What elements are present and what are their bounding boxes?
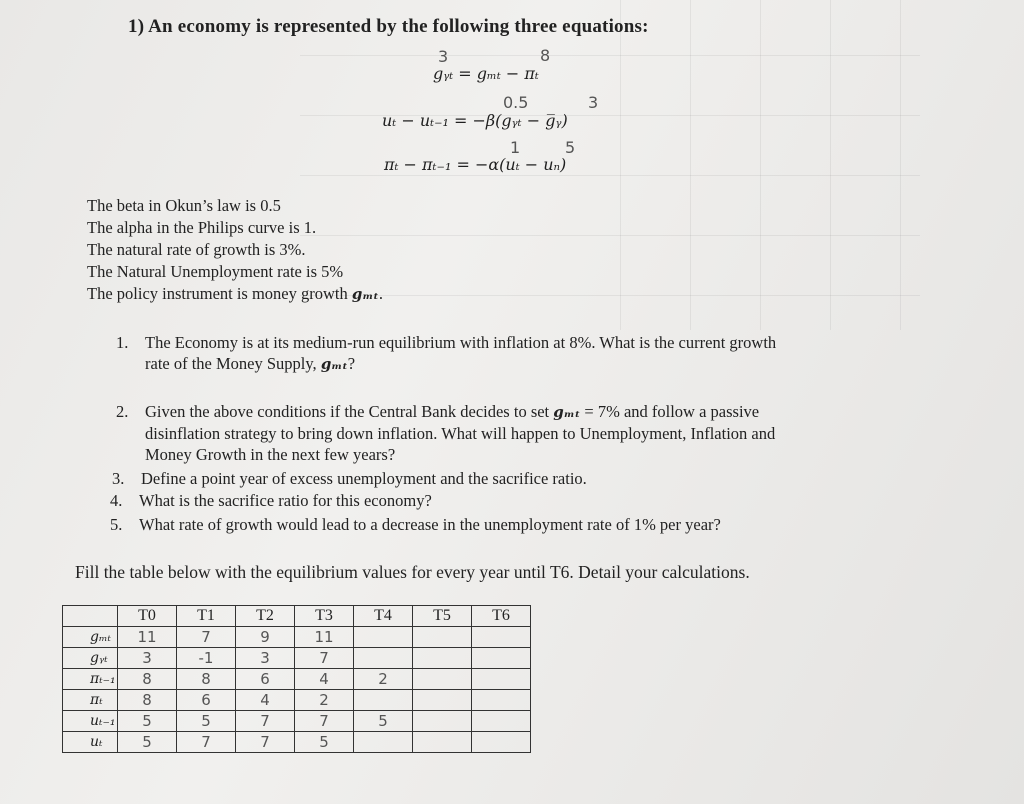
table-cell[interactable] — [472, 648, 531, 669]
table-row — [63, 690, 531, 711]
table-cell[interactable] — [472, 627, 531, 648]
question-5: 5. What rate of growth would lead to a decrease in the unemployment rate of 1% per year? — [110, 515, 721, 534]
table-cell[interactable]: 7 — [236, 711, 295, 732]
param-natural-growth: The natural rate of growth is 3%. — [87, 240, 306, 259]
table-cell[interactable]: 4 — [295, 669, 354, 690]
table-cell[interactable]: 8 — [177, 669, 236, 690]
question-1: 1. The Economy is at its medium-run equilibrium with inflation at 8%. What is the current growth rate of the Money Supply, gₘₜ? — [116, 333, 777, 373]
table-cell[interactable] — [413, 690, 472, 711]
param-policy-instrument: The policy instrument is money growth gₘₜ. — [87, 284, 383, 303]
question-4: 4. What is the sacrifice ratio for this economy? — [110, 491, 432, 510]
table-cell[interactable]: 5 — [118, 732, 177, 753]
column-header: T1 — [177, 606, 236, 627]
bleed-through-line — [900, 0, 901, 330]
handwritten-note: 1 — [510, 138, 521, 157]
column-header: T3 — [295, 606, 354, 627]
bleed-through-line — [830, 0, 831, 330]
table-cell[interactable] — [472, 711, 531, 732]
table-cell[interactable]: 5 — [118, 711, 177, 732]
table-cell[interactable]: 3 — [236, 648, 295, 669]
table-cell[interactable]: 6 — [236, 669, 295, 690]
table-cell[interactable]: 11 — [295, 627, 354, 648]
handwritten-note: 3 — [438, 47, 449, 66]
bleed-through-line — [690, 0, 691, 330]
column-header: T5 — [413, 606, 472, 627]
table-row — [63, 711, 531, 732]
table-corner — [63, 606, 118, 627]
handwritten-note: 5 — [565, 138, 576, 157]
bleed-through-line — [300, 175, 920, 176]
table-cell[interactable] — [472, 669, 531, 690]
equation-output-growth: gᵧₜ = gₘₜ − πₜ — [433, 64, 539, 83]
table-cell[interactable]: 11 — [118, 627, 177, 648]
table-cell[interactable]: -1 — [177, 648, 236, 669]
table-header-row — [63, 606, 531, 627]
handwritten-note: 3 — [588, 93, 599, 112]
gmt-symbol: gₘₜ — [351, 285, 379, 303]
problem-heading: 1) An economy is represented by the following three equations: — [128, 16, 649, 37]
table-cell[interactable]: 8 — [118, 690, 177, 711]
table-cell[interactable] — [413, 732, 472, 753]
row-label: gₘₜ — [63, 627, 118, 648]
table-cell[interactable]: 6 — [177, 690, 236, 711]
table-cell[interactable]: 7 — [295, 648, 354, 669]
handwritten-note: 0.5 — [503, 93, 529, 112]
param-natural-unemployment: The Natural Unemployment rate is 5% — [87, 262, 344, 281]
gmt-symbol: gₘₜ — [320, 355, 348, 373]
table-row — [63, 648, 531, 669]
param-alpha: The alpha in the Philips curve is 1. — [87, 218, 317, 237]
table-cell[interactable] — [354, 648, 413, 669]
row-label: πₜ — [63, 690, 118, 711]
row-label: gᵧₜ — [63, 648, 118, 669]
column-header: T0 — [118, 606, 177, 627]
table-cell[interactable]: 5 — [354, 711, 413, 732]
table-cell[interactable]: 8 — [118, 669, 177, 690]
table-cell[interactable]: 2 — [295, 690, 354, 711]
table-cell[interactable] — [354, 732, 413, 753]
gmt-symbol: gₘₜ — [553, 403, 581, 421]
bleed-through-line — [760, 0, 761, 330]
table-cell[interactable]: 7 — [295, 711, 354, 732]
table-cell[interactable] — [354, 627, 413, 648]
table-row — [63, 669, 531, 690]
question-3: 3. Define a point year of excess unemployment and the sacrifice ratio. — [112, 469, 587, 488]
table-row — [63, 732, 531, 753]
column-header: T2 — [236, 606, 295, 627]
handwritten-note: 8 — [540, 46, 551, 65]
row-label: uₜ — [63, 732, 118, 753]
bleed-through-line — [620, 0, 621, 330]
table-cell[interactable]: 7 — [236, 732, 295, 753]
table-cell[interactable] — [354, 690, 413, 711]
table-cell[interactable] — [413, 711, 472, 732]
row-label: πₜ₋₁ — [63, 669, 118, 690]
table-cell[interactable] — [413, 627, 472, 648]
bleed-through-line — [300, 55, 920, 56]
fill-table-instruction: Fill the table below with the equilibrium values for every year until T6. Detail your calculations. — [75, 562, 750, 582]
table-cell[interactable]: 2 — [354, 669, 413, 690]
table-cell[interactable]: 3 — [118, 648, 177, 669]
equation-phillips-curve: πₜ − πₜ₋₁ = −α(uₜ − uₙ) — [384, 155, 567, 174]
table-cell[interactable] — [472, 732, 531, 753]
table-cell[interactable]: 5 — [295, 732, 354, 753]
table-cell[interactable]: 7 — [177, 627, 236, 648]
table-cell[interactable] — [413, 669, 472, 690]
table-cell[interactable]: 7 — [177, 732, 236, 753]
bleed-through-line — [300, 295, 920, 296]
column-header: T4 — [354, 606, 413, 627]
table-cell[interactable]: 5 — [177, 711, 236, 732]
table-row — [63, 627, 531, 648]
row-label: uₜ₋₁ — [63, 711, 118, 732]
column-header: T6 — [472, 606, 531, 627]
param-beta: The beta in Okun’s law is 0.5 — [87, 196, 281, 215]
table-cell[interactable]: 4 — [236, 690, 295, 711]
table-cell[interactable] — [413, 648, 472, 669]
equation-okun-law: uₜ − uₜ₋₁ = −β(gᵧₜ − g̅ᵧ) — [382, 111, 568, 130]
bleed-through-line — [300, 235, 920, 236]
equilibrium-table — [62, 605, 531, 753]
table-cell[interactable]: 9 — [236, 627, 295, 648]
table-cell[interactable] — [472, 690, 531, 711]
question-2: 2. Given the above conditions if the Central Bank decides to set gₘₜ = 7% and follow a passive disinflation strategy to bring down inflation. What will happen to Unemployment, Inflation and Money Growth in the next few years? — [116, 402, 776, 464]
given-parameters — [87, 195, 383, 305]
